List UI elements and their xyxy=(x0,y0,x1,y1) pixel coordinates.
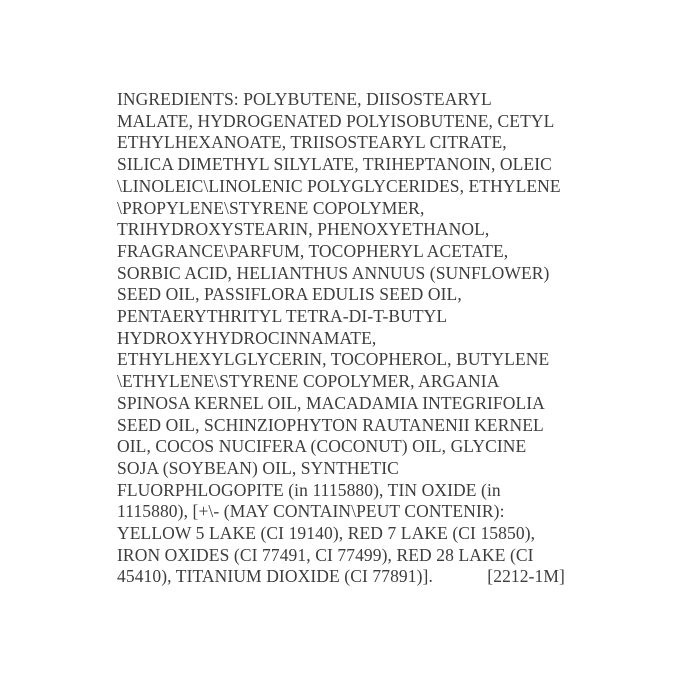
ingredients-line: YELLOW 5 LAKE (CI 19140), RED 7 LAKE (CI 15850), xyxy=(117,523,536,544)
ingredients-label xyxy=(117,89,565,588)
ingredients-line: FRAGRANCE\PARFUM, TOCOPHERYL ACETATE, xyxy=(117,240,509,261)
ingredients-last-line-text: 45410), TITANIUM DIOXIDE (CI 77891)]. xyxy=(117,566,433,587)
ingredients-line: SOJA (SOYBEAN) OIL, SYNTHETIC xyxy=(117,457,399,478)
ingredients-line: \PROPYLENE\STYRENE COPOLYMER, xyxy=(117,197,425,218)
ingredients-line: \ETHYLENE\STYRENE COPOLYMER, ARGANIA xyxy=(117,371,500,392)
ingredients-line: OIL, COCOS NUCIFERA (COCONUT) OIL, GLYCINE xyxy=(117,436,527,457)
batch-code: [2212-1M] xyxy=(487,566,565,587)
ingredients-line: HYDROXYHYDROCINNAMATE, xyxy=(117,327,377,348)
ingredients-line: PENTAERYTHRITYL TETRA-DI-T-BUTYL xyxy=(117,306,448,327)
ingredients-line: MALATE, HYDROGENATED POLYISOBUTENE, CETYL xyxy=(117,110,555,131)
ingredients-line: 1115880), [+\- (MAY CONTAIN\PEUT CONTENIR): xyxy=(117,501,505,522)
ingredients-line: SEED OIL, SCHINZIOPHYTON RAUTANENII KERNEL xyxy=(117,414,544,435)
ingredients-line: SPINOSA KERNEL OIL, MACADAMIA INTEGRIFOLIA xyxy=(117,392,545,413)
ingredients-line: INGREDIENTS: POLYBUTENE, DIISOSTEARYL xyxy=(117,89,492,109)
ingredients-line: SILICA DIMETHYL SILYLATE, TRIHEPTANOIN, OLEIC xyxy=(117,154,552,175)
ingredients-line: ETHYLHEXANOATE, TRIISOSTEARYL CITRATE, xyxy=(117,132,507,153)
ingredients-line: TRIHYDROXYSTEARIN, PHENOXYETHANOL, xyxy=(117,219,490,240)
ingredients-line: SORBIC ACID, HELIANTHUS ANNUUS (SUNFLOWER) xyxy=(117,262,550,283)
ingredients-line: IRON OXIDES (CI 77491, CI 77499), RED 28 LAKE (CI xyxy=(117,544,534,565)
ingredients-line: FLUORPHLOGOPITE (in 1115880), TIN OXIDE (in xyxy=(117,479,501,500)
ingredients-line: SEED OIL, PASSIFLORA EDULIS SEED OIL, xyxy=(117,284,462,305)
ingredients-last-line xyxy=(117,566,565,588)
ingredients-line: \LINOLEIC\LINOLENIC POLYGLYCERIDES, ETHYLENE xyxy=(117,175,561,196)
ingredients-line: ETHYLHEXYLGLYCERIN, TOCOPHEROL, BUTYLENE xyxy=(117,349,550,370)
